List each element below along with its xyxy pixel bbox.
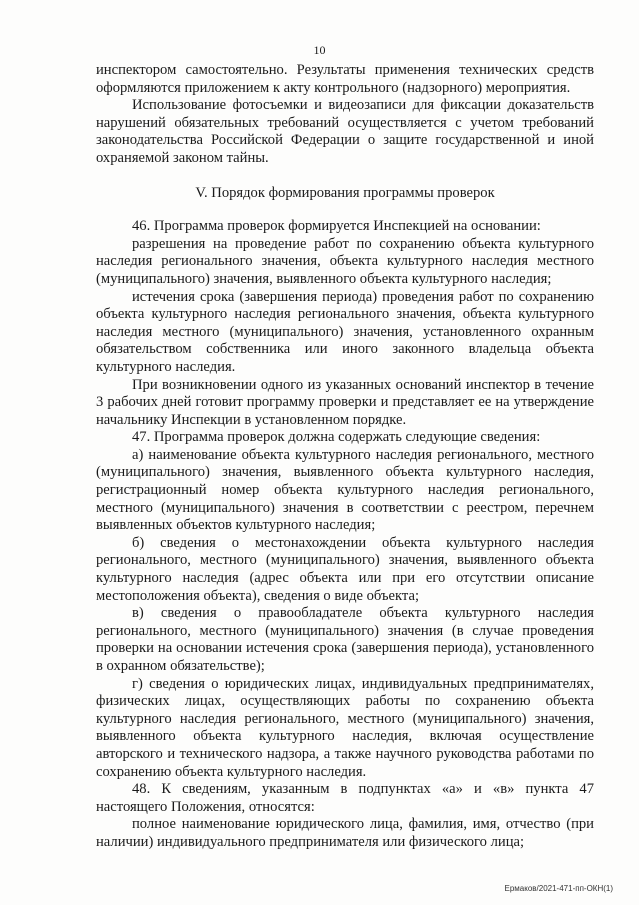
paragraph: 48. К сведениям, указанным в подпунктах «а» и «в» пункта 47 настоящего Положения, относятся: [96,781,594,815]
paragraph: 46. Программа проверок формируется Инспекцией на основании: [132,218,541,235]
paragraph: в) сведения о правообладателе объекта культурного наследия регионального, местного (муниципального) значения (в случае проведения проверки на основании истечения срока (завершения периода), установленного в охранном обязательстве); [96,605,594,674]
paragraph: а) наименование объекта культурного наследия регионального, местного (муниципального) значения, выявленного объекта культурного наследия, регистрационный номер объекта культурного наследия регионального, местного (муниципального) значения в соответствии с реестром, перечнем выявленных объектов культурного наследия; [96,446,594,534]
page-number: 10 [313,43,326,57]
paragraph: 47. Программа проверок должна содержать следующие сведения: [132,429,541,446]
section-heading: V. Порядок формирования программы проверок [195,184,495,201]
paragraph: истечения срока (завершения периода) проведения работ по сохранению объекта культурного наследия регионального значения, объекта культурного наследия местного (муниципального) значения, установленного охранным обязательством собственника или иного законного владельца объекта культурного наследия. [96,288,594,375]
paragraph: б) сведения о местонахождении объекта культурного наследия регионального, местного (муниципального) значения, выявленного объекта культурного наследия (адрес объекта или при его отсутствии описание местоположения объекта), сведения о виде объекта; [96,534,594,604]
document-code-footer: Ермаков/2021-471-пп-ОКН(1) [504,884,613,893]
document-body [96,62,594,852]
paragraph: При возникновении одного из указанных оснований инспектор в течение 3 рабочих дней готовит программу проверки и представляет ее на утверждение начальнику Инспекции в установленном порядке. [96,376,594,428]
paragraph: разрешения на проведение работ по сохранению объекта культурного наследия регионального значения, объекта культурного наследия местного (муниципального) значения, выявленного объекта культурного наследия; [96,235,594,287]
paragraph: полное наименование юридического лица, фамилия, имя, отчество (при наличии) индивидуального предпринимателя или физического лица; [96,816,594,850]
paragraph: Использование фотосъемки и видеозаписи для фиксации доказательств нарушений обязательных требований осуществляется с учетом требований законодательства Российской Федерации о защите государственной и иной охраняемой законом тайны. [96,97,594,166]
paragraph: инспектором самостоятельно. Результаты применения технических средств оформляются приложением к акту контрольного (надзорного) мероприятия. [96,62,594,96]
paragraph: г) сведения о юридических лицах, индивидуальных предпринимателях, физических лицах, осуществляющих работы по сохранению объекта культурного наследия регионального, местного (муниципального) значения, выявленного объекта культурного наследия, включая осуществление авторского и технического надзора, а также научного руководства работами по сохранению объекта культурного наследия. [96,675,594,780]
